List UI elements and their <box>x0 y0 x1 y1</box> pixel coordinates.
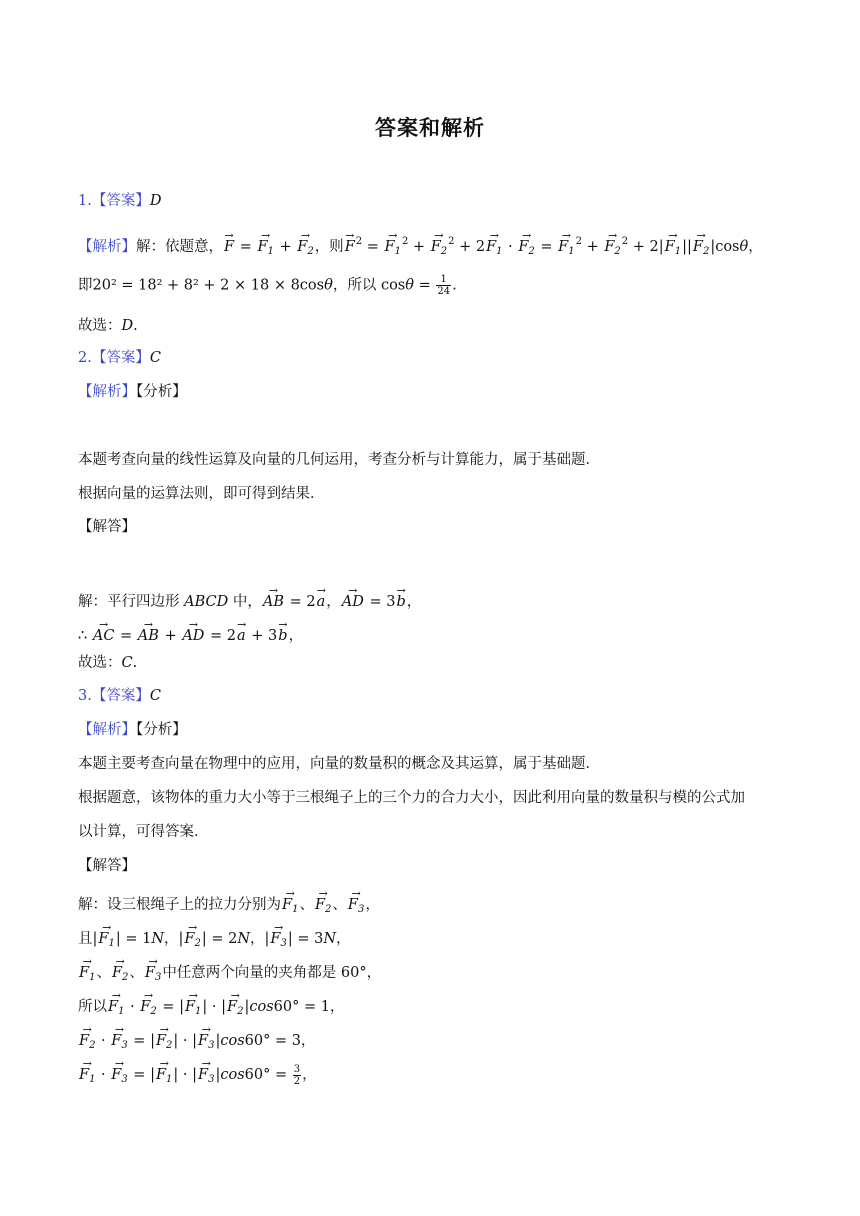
q3-solution-line4: 所以→ $F_1$ · → $F_2$ = |→ $F_1|$ · |→ $F_2|\cos 60^\circ = 1$， <box>78 991 344 1022</box>
q2-solution-line1 <box>78 586 421 612</box>
q1-choice-value: D <box>121 318 134 334</box>
q1-fraction: $\frac{1}{24}$ <box>437 274 451 297</box>
q3-text3: 以计算，可得答案． <box>78 824 209 840</box>
q3-solution-line2: 且|→ $F_1| = 1N$，|→ $F_2| = 2N$，|→ $F_3| = 3N$， <box>78 923 351 954</box>
q2-shape-name: ABCD <box>184 594 229 610</box>
q3-text2: 根据题意，该物体的重力大小等于三根绳子上的三个力的合力大小，因此利用向量的数量积与模的公式加 <box>78 790 745 806</box>
q1-answer-tag: 【答案】 <box>91 193 150 209</box>
q2-sol1-in: 中， <box>232 594 262 610</box>
q3-analysis-line <box>78 720 187 740</box>
q2-analysis-tag: 【解析】 <box>78 384 136 400</box>
q1-eq-prefix: 即 <box>78 277 93 294</box>
q3-sub-tag: 【分析】 <box>136 722 187 738</box>
q2-answer-tag: 【答案】 <box>91 350 150 366</box>
q2-answer-line <box>78 348 161 368</box>
q2-text2: 根据向量的运算法则，即可得到结果． <box>78 486 325 502</box>
q2-sol1-lead: 解：平行四边形 <box>78 594 180 610</box>
q3-solution-line6: → $F_1$ · → $F_3$ = |→ $F_1|$ · |→ $F_3|\cos 60^\circ$ = $\frac{3}{2}$ ， <box>78 1059 317 1090</box>
q2-analysis-line <box>78 382 187 402</box>
q1-choice-lead: 故选： <box>78 318 122 334</box>
q3-sol4-lead: 所以 <box>78 999 107 1015</box>
q3-sol3-tail: 中任意两个向量的夹角都是 60°， <box>162 965 382 981</box>
q2-choice-line: 故选：C. <box>78 655 138 671</box>
q3-solution-line5: → $F_2$ · → $F_3$ = |→ $F_2|$ · |→ $F_3|\cos 60^\circ = 3$， <box>78 1025 315 1056</box>
q2-number: 2. <box>78 350 92 366</box>
q1-choice-line: 故选：D. <box>78 318 138 334</box>
q3-answer-value: C <box>149 688 161 704</box>
q2-sub-tag: 【分析】 <box>136 384 187 400</box>
q2-choice-value: C <box>121 655 133 671</box>
q3-answer-line <box>78 686 161 706</box>
q2-text1: 本题考查向量的线性运算及向量的几何运用，考查分析与计算能力，属于基础题． <box>78 452 600 468</box>
q3-text1: 本题主要考查向量在物理中的应用，向量的数量积的概念及其运算，属于基础题． <box>78 756 600 772</box>
q3-analysis-tag: 【解析】 <box>78 722 136 738</box>
q3-number: 3. <box>78 688 92 704</box>
q3-solve-tag: 【解答】 <box>78 858 136 874</box>
q1-analysis-line <box>78 231 763 262</box>
q3-sol1-lead: 解：设三根绳子上的拉力分别为 <box>78 897 281 913</box>
q1-answer-line <box>78 191 161 211</box>
q1-vector-formula: → F = → $F_1$ + → $F_2$，则→ $F^2$ = → $F_1^2$ + → $F_2^2 + 2\to F_1$ · → $F_2$ = → $F_1^2$ + → $F_2^2 + 2|\to F_1||\to F_2|\cos\theta$， <box>223 239 763 255</box>
q3-solution-line1: 解：设三根绳子上的拉力分别为→ $F_1$、→ $F_2$、→ $F_3$， <box>78 889 380 920</box>
q2-answer-value: C <box>149 350 161 366</box>
q1-eq-body: 20² = 18² + 8² + 2 × 18 × 8cos <box>92 277 325 294</box>
q2-choice-lead: 故选： <box>78 655 122 671</box>
q1-eq-mid: ，所以 cos <box>332 277 406 294</box>
q2-vector-given: → AB = 2→ a，→ AD = 3→ b， <box>262 594 421 610</box>
q1-answer-value: D <box>149 193 162 209</box>
page-title: 答案和解析 <box>375 116 485 140</box>
q2-solution-line2: ∴ → AC = → AB + → AD = 2→ a + 3→ b， <box>78 620 303 646</box>
q1-analysis-lead: 解：依题意， <box>136 239 223 255</box>
q3-solution-line3: → $F_1$、→ $F_2$、→ $F_3$中任意两个向量的夹角都是 60°， <box>78 957 381 988</box>
q3-sol2-lead: 且 <box>78 931 93 947</box>
q1-analysis-tag: 【解析】 <box>78 239 136 255</box>
q1-equation-line: 即20² = 18² + 8² + 2 × 18 × 8cosθ，所以 cosθ = $\frac{1}{24}$ . <box>78 274 457 297</box>
q3-answer-tag: 【答案】 <box>91 688 150 704</box>
q1-number: 1. <box>78 193 92 209</box>
q2-solve-tag: 【解答】 <box>78 519 136 535</box>
